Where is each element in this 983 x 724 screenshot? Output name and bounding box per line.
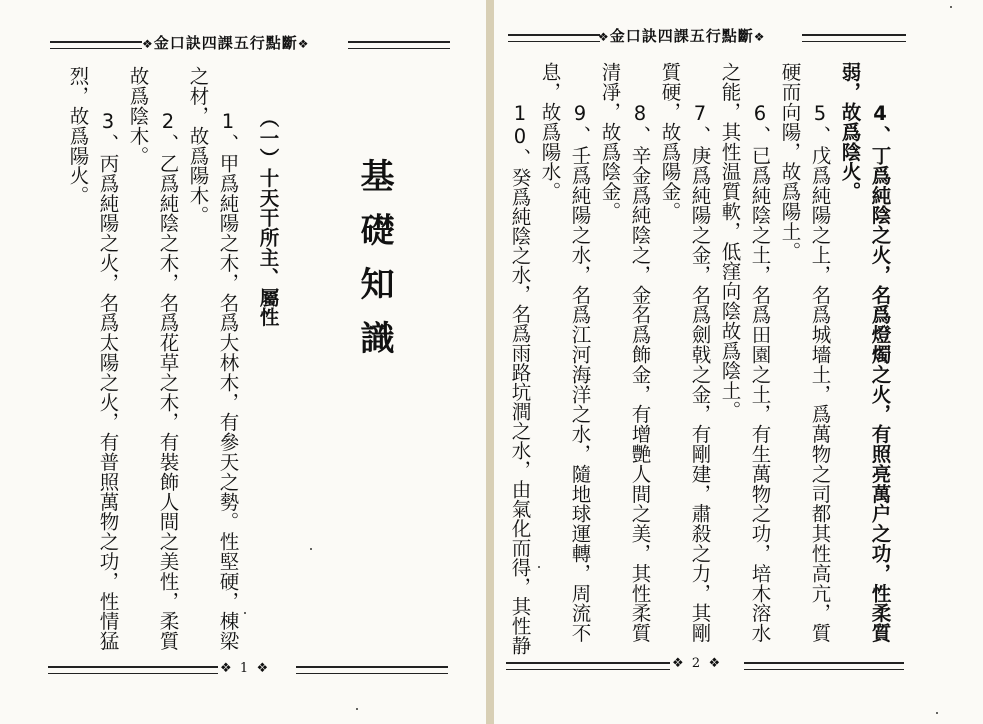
speck bbox=[936, 712, 938, 714]
left-page bbox=[0, 0, 486, 724]
ornament-icon: ❖ bbox=[672, 656, 684, 671]
text-column: 6、已爲純陰之土，名爲田園之土，有生萬物之功，培木溶水 bbox=[748, 102, 772, 643]
speck bbox=[244, 612, 246, 614]
text-column: 7、庚爲純陽之金，名爲劍戟之金，有剛建，肅殺之力，其剛 bbox=[688, 102, 712, 643]
ornament-icon: ❖ bbox=[708, 656, 721, 671]
header-title-text: 金口訣四課五行點斷 bbox=[609, 27, 754, 45]
text-column: 9、壬爲純陽之水，名爲江河海洋之水，隨地球運轉，周流不 bbox=[568, 102, 592, 643]
text-column: 清凈，故爲陰金。 bbox=[598, 62, 622, 222]
text-column: 質硬，故爲陽金。 bbox=[658, 62, 682, 222]
text-column: 之材，故爲陽木。 bbox=[186, 66, 210, 226]
text-column: 2、乙爲純陰之木，名爲花草之木，有裝飾人間之美性，柔質 bbox=[156, 110, 180, 651]
book-gutter bbox=[486, 0, 494, 724]
header-rule-left bbox=[50, 41, 142, 49]
text-column: 10、癸爲純陰之水，名爲雨路坑澗之水，由氣化而得，其性静 bbox=[508, 102, 532, 655]
text-column: 4、丁爲純陰之火，名爲燈燭之火，有照亮萬户之功，性柔質 bbox=[868, 102, 892, 643]
page-number bbox=[220, 661, 268, 676]
footer-rule-left bbox=[506, 662, 670, 670]
page-number bbox=[672, 656, 720, 671]
text-column: 1、甲爲純陽之木，名爲大林木，有參天之勢。性堅硬，棟梁 bbox=[216, 110, 240, 651]
ornament-icon: ❖ bbox=[598, 30, 610, 44]
footer-rule-right bbox=[296, 666, 448, 674]
header-title-text: 金口訣四課五行點斷 bbox=[153, 34, 298, 52]
ornament-icon: ❖ bbox=[256, 661, 269, 676]
ornament-icon: ❖ bbox=[220, 661, 232, 676]
text-column: 3、丙爲純陽之火，名爲太陽之火，有普照萬物之功，性情猛 bbox=[96, 110, 120, 651]
section-heading: （一）十天干所主、屬性 bbox=[256, 108, 280, 327]
text-column: 8、辛金爲純陰之，金名爲飾金，有增艷人間之美，其性柔質 bbox=[628, 102, 652, 643]
footer-rule-left bbox=[48, 666, 218, 674]
page-number-text: 1 bbox=[239, 661, 249, 676]
ornament-icon: ❖ bbox=[753, 30, 766, 44]
speck bbox=[950, 6, 952, 8]
text-column: 故爲陰木。 bbox=[126, 66, 150, 166]
text-column: 烈，故爲陽火。 bbox=[66, 66, 90, 206]
header-title bbox=[142, 32, 310, 53]
text-column: 5、戊爲純陽之上，名爲城墻土，爲萬物之司都其性高亢，質 bbox=[808, 102, 832, 643]
text-column: 之能，其性温質軟，低窪向陰故爲陰土。 bbox=[718, 62, 742, 421]
ornament-icon: ❖ bbox=[297, 37, 310, 51]
header-rule-right bbox=[802, 34, 906, 42]
footer-rule-right bbox=[744, 662, 904, 670]
header-rule-right bbox=[348, 41, 450, 49]
text-column: 息，故爲陽水。 bbox=[538, 62, 562, 202]
header-title bbox=[598, 25, 766, 46]
page-title: 基礎知識 bbox=[354, 158, 394, 374]
speck bbox=[356, 708, 358, 710]
page-number-text: 2 bbox=[691, 656, 701, 671]
right-page bbox=[494, 0, 983, 724]
text-column: 弱，故爲陰火。 bbox=[838, 62, 862, 202]
ornament-icon: ❖ bbox=[142, 37, 154, 51]
speck bbox=[538, 566, 540, 568]
text-column: 硬而向陽，故爲陽土。 bbox=[778, 62, 802, 261]
header-rule-left bbox=[508, 34, 600, 42]
speck bbox=[310, 548, 312, 550]
